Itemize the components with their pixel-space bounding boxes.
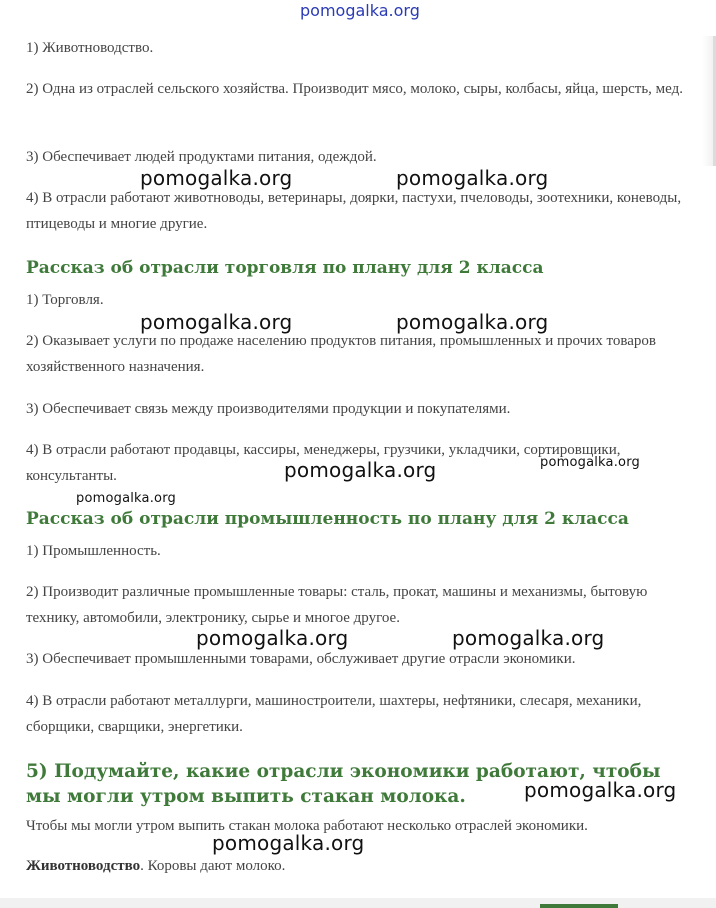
watermark: pomogalka.org — [452, 626, 605, 650]
industry-item-4: 4) В отрасли работают металлурги, машиностроители, шахтеры, нефтяники, слесаря, механики, сборщики, сварщики, энергетики. — [26, 693, 642, 735]
livestock-item-1: 1) Животноводство. — [26, 40, 154, 56]
watermark: pomogalka.org — [524, 778, 677, 802]
milk-item-bold: Животноводство — [26, 858, 141, 874]
watermark-top: pomogalka.org — [300, 1, 420, 20]
trade-item-3: 3) Обеспечивает связь между производителями продукции и покупателями. — [26, 401, 511, 417]
livestock-item-3: 3) Обеспечивает людей продуктами питания, одеждой. — [26, 149, 377, 165]
watermark: pomogalka.org — [396, 166, 549, 190]
watermark: pomogalka.org — [196, 626, 349, 650]
watermark: pomogalka.org — [76, 491, 176, 506]
industry-item-3: 3) Обеспечивает промышленными товарами, обслуживает другие отрасли экономики. — [26, 651, 576, 667]
milk-question-heading: 5) Подумайте, какие отрасли экономики работают, чтобы мы могли утром выпить стакан молока. — [26, 761, 661, 807]
livestock-item-2: 2) Одна из отраслей сельского хозяйства. Производит мясо, молоко, сыры, колбасы, яйца, шерсть, мед. — [26, 81, 684, 97]
watermark: pomogalka.org — [140, 166, 293, 190]
industry-heading: Рассказ об отрасли промышленность по плану для 2 класса — [26, 509, 629, 529]
milk-item-rest: . Коровы дают молоко. — [140, 858, 286, 874]
milk-intro: Чтобы мы могли утром выпить стакан молока работают несколько отраслей экономики. — [26, 818, 588, 834]
industry-item-1: 1) Промышленность. — [26, 543, 161, 559]
industry-item-2: 2) Производит различные промышленные товары: сталь, прокат, машины и механизмы, бытовую технику, автомобили, электронику, сырье и многое другое. — [26, 584, 648, 626]
watermark: pomogalka.org — [396, 310, 549, 334]
trade-item-4: 4) В отрасли работают продавцы, кассиры, менеджеры, грузчики, укладчики, сортировщики, консультанты. — [26, 442, 621, 484]
watermark: pomogalka.org — [284, 458, 437, 482]
bottom-accent-tab[interactable] — [540, 904, 618, 908]
watermark: pomogalka.org — [540, 455, 640, 470]
trade-item-2: 2) Оказывает услуги по продаже населению продуктов питания, промышленных и прочих товаров хозяйственного назначения. — [26, 333, 656, 375]
milk-item-livestock — [26, 853, 690, 879]
trade-item-1: 1) Торговля. — [26, 292, 104, 308]
watermark: pomogalka.org — [140, 310, 293, 334]
livestock-item-4: 4) В отрасли работают животноводы, ветеринары, доярки, пастухи, пчеловоды, зоотехники, коневоды, птицеводы и многие другие. — [26, 190, 682, 232]
watermark: pomogalka.org — [212, 831, 365, 855]
trade-heading: Рассказ об отрасли торговля по плану для 2 класса — [26, 258, 544, 278]
